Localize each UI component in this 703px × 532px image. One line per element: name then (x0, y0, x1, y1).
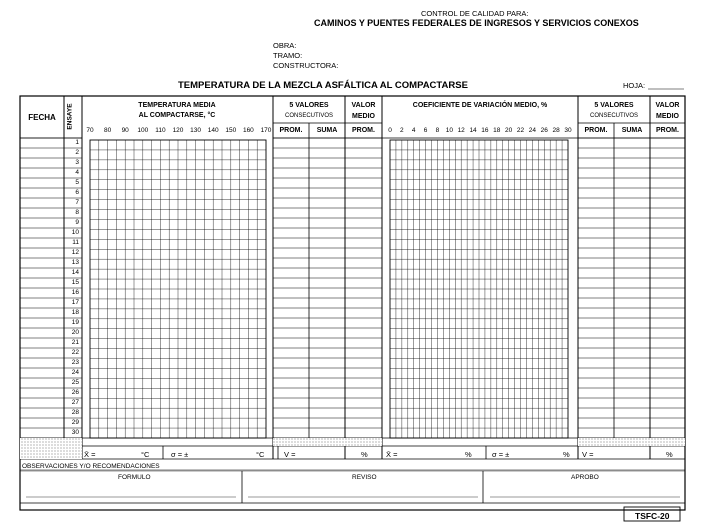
ensaye-number: 11 (72, 239, 79, 246)
col-suma-b: SUMA (621, 127, 643, 134)
col-temp-line2: AL COMPACTARSE, °C (138, 112, 216, 119)
ensaye-number: 23 (71, 359, 79, 366)
ensaye-number: 1 (75, 139, 79, 146)
formulo-label: FORMULO (118, 474, 151, 481)
ensaye-number: 3 (75, 159, 79, 166)
col-prom-b2: PROM. (656, 127, 679, 134)
temp-tick: 120 (172, 127, 184, 134)
ensaye-number: 25 (71, 379, 79, 386)
ensaye-number: 9 (75, 219, 79, 226)
col-valor-a2: MEDIO (352, 113, 375, 120)
col-prom-a: PROM. (279, 127, 303, 134)
col-5val-b1: 5 VALORES (594, 102, 634, 109)
ensaye-number: 18 (71, 309, 79, 316)
col-prom-a2: PROM. (352, 127, 375, 134)
temp-tick: 110 (155, 127, 166, 134)
col-prom-b: PROM. (584, 127, 608, 134)
coef-tick: 18 (493, 127, 501, 134)
temp-tick: 100 (137, 127, 149, 134)
temp-tick: 80 (103, 127, 112, 134)
coef-tick: 0 (388, 127, 392, 134)
summary-v: V = (284, 450, 296, 459)
ensaye-number: 6 (75, 189, 79, 196)
coef-tick: 12 (457, 127, 465, 134)
temp-tick: 140 (207, 127, 219, 134)
coef-tick: 16 (481, 127, 489, 134)
coef-tick: 28 (552, 127, 560, 134)
ensaye-number: 7 (75, 199, 79, 206)
ensaye-number: 28 (71, 409, 79, 416)
ensaye-number: 16 (71, 289, 79, 296)
col-ensaye: ENSAYE (66, 103, 74, 130)
hoja-label: HOJA: (623, 81, 646, 90)
coef-tick: 4 (411, 127, 416, 134)
summary-xbar2: X̄ = (386, 450, 398, 459)
coef-tick: 26 (540, 127, 548, 134)
col-suma-a: SUMA (316, 127, 338, 134)
col-temp-line1: TEMPERATURA MEDIA (138, 102, 216, 109)
ensaye-number: 2 (75, 149, 79, 156)
ensaye-number: 26 (71, 389, 79, 396)
summary-xbar1: X̄ = (84, 450, 96, 459)
ensaye-number: 15 (71, 279, 79, 286)
col-coef: COEFICIENTE DE VARIACIÓN MEDIO, % (412, 102, 548, 109)
summary-sigma2: σ = ± (492, 450, 510, 459)
form-title: TEMPERATURA DE LA MEZCLA ASFÁLTICA AL COMPACTARSE (178, 80, 468, 91)
field-obra: OBRA: (273, 41, 297, 50)
summary-c1: °C (141, 450, 150, 459)
col-5val-b2: CONSECUTIVOS (589, 113, 638, 119)
header-line2: CAMINOS Y PUENTES FEDERALES DE INGRESOS Y SERVICIOS CONEXOS (314, 18, 639, 28)
field-constructora: CONSTRUCTORA: (273, 61, 339, 70)
ensaye-number: 12 (71, 249, 79, 256)
coef-tick: 10 (445, 127, 453, 134)
coef-tick: 6 (423, 127, 428, 134)
temp-tick: 160 (242, 127, 254, 134)
ensaye-number: 14 (71, 269, 79, 276)
coef-tick: 2 (400, 127, 404, 134)
observaciones-label: OBSERVACIONES Y/O RECOMENDACIONES (22, 463, 160, 470)
ensaye-number: 29 (71, 419, 79, 426)
temp-tick: 170 (260, 127, 272, 134)
header-line1: CONTROL DE CALIDAD PARA: (421, 9, 529, 18)
summary-sigma1: σ = ± (171, 450, 189, 459)
temp-tick: 70 (86, 127, 94, 134)
coef-tick: 22 (516, 127, 525, 134)
aprobo-label: APROBO (571, 474, 599, 481)
ensaye-number: 22 (71, 349, 79, 356)
col-5val-a2: CONSECUTIVOS (284, 113, 333, 119)
ensaye-number: 5 (75, 179, 79, 186)
form-code: TSFC-20 (635, 511, 670, 521)
ensaye-number: 8 (75, 209, 79, 216)
ensaye-number: 30 (71, 429, 79, 436)
summary-c2: °C (256, 450, 265, 459)
ensaye-number: 27 (71, 399, 79, 406)
ensaye-number: 4 (75, 169, 79, 176)
ensaye-number: 17 (71, 299, 79, 306)
coef-tick: 20 (505, 127, 513, 134)
summary-v2: V = (582, 450, 594, 459)
temp-tick: 150 (225, 127, 237, 134)
ensaye-number: 24 (71, 369, 79, 376)
ensaye-number: 19 (71, 319, 79, 326)
ensaye-number: 13 (71, 259, 79, 266)
field-tramo: TRAMO: (273, 51, 303, 60)
reviso-label: REVISO (352, 474, 377, 481)
ensaye-number: 10 (71, 229, 79, 236)
col-valor-b1: VALOR (655, 102, 680, 109)
temp-tick: 130 (190, 127, 202, 134)
coef-tick: 8 (435, 127, 440, 134)
coef-tick: 30 (564, 127, 572, 134)
col-5val-a1: 5 VALORES (289, 102, 329, 109)
col-valor-a1: VALOR (351, 102, 376, 109)
ensaye-number: 20 (71, 329, 79, 336)
coef-tick: 24 (528, 127, 536, 134)
col-fecha: FECHA (28, 113, 56, 122)
summary-pct3: % (563, 450, 570, 459)
summary-pct1: % (361, 450, 368, 459)
temp-tick: 90 (121, 127, 129, 134)
coef-tick: 14 (469, 127, 477, 134)
col-valor-b2: MEDIO (656, 113, 679, 120)
summary-pct4: % (666, 450, 673, 459)
ensaye-number: 21 (71, 339, 79, 346)
summary-pct2: % (465, 450, 472, 459)
